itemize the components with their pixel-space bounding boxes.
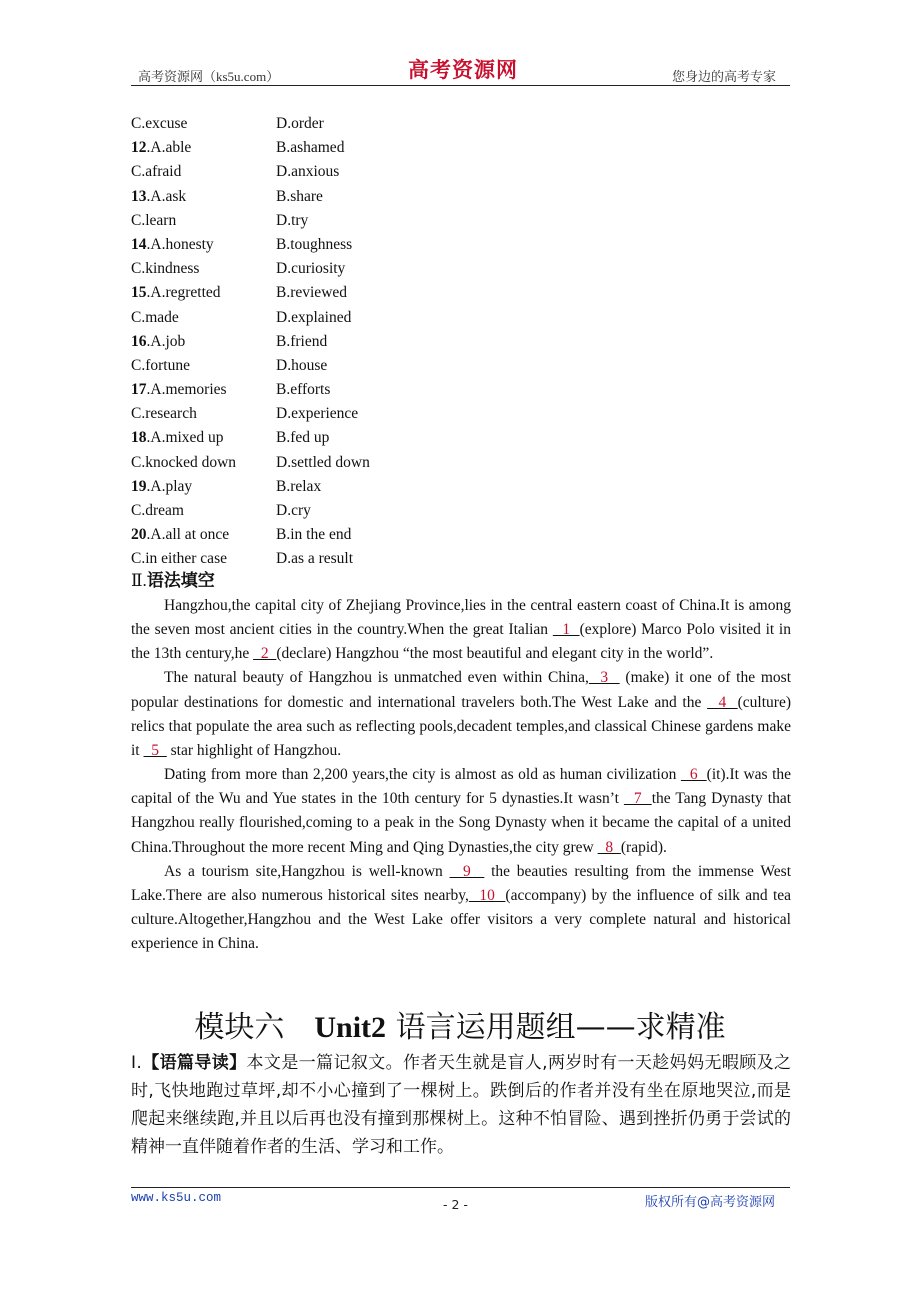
cloze-passage: [131, 594, 791, 956]
unit-title: 模块六 Unit2 语言运用题组——求精准: [194, 1010, 726, 1045]
blank-8: 8: [597, 838, 621, 856]
site-logo: 高考资源网: [408, 58, 518, 82]
header-rule: [131, 85, 790, 86]
footer-copyright: 版权所有@高考资源网: [645, 1195, 776, 1210]
header-right-text: 您身边的高考专家: [672, 70, 777, 85]
blank-5: 5: [143, 741, 167, 759]
paragraph-1: Hangzhou,the capital city of Zhejiang Province,lies in the central eastern coast of China.It is among the seven most ancient cities in the country.When the great Italian 1 (explore) Marco Polo visited it in the 13th century,he 2 (declare) Hangzhou “the most beautiful and elegant city in the world”.: [131, 597, 791, 663]
blank-10: 10: [468, 886, 506, 904]
footer-site-link[interactable]: www.ks5u.com: [131, 1191, 222, 1205]
blank-7: 7: [623, 790, 652, 808]
blank-1: 1: [552, 621, 580, 639]
paragraph-3: Dating from more than 2,200 years,the city is almost as old as human civilization 6 (it).It was the capital of the Wu and Yue states in the 10th century for 5 dynasties.It wasn’t 7 the Tang Dynasty that Hangzhou really flourished,coming to a peak in the Song Dynasty when it became the capital of a united China.Throughout the more recent Ming and Qing Dynasties,the city grew 8 (rapid).: [131, 766, 792, 856]
paragraph-4: As a tourism site,Hangzhou is well-known 9 the beauties resulting from the immense West Lake.There are also numerous historical sites nearby, 10 (accompany) by the influence of silk and tea culture.Altogether,Hangzhou and the West Lake offer visitors a very complete natural and historical experience in China.: [131, 862, 792, 953]
reading-guide: Ⅰ.【语篇导读】本文是一篇记叙文。作者天生就是盲人,两岁时有一天趁妈妈无暇顾及之时,飞快地跑过草坪,却不小心撞到了一棵树上。跌倒后的作者并没有坐在原地哭泣,而是爬起来继续跑,并且以后再也没有撞到那棵树上。这种不怕冒险、遇到挫折仍勇于尝试的精神一直伴随着作者的生活、学习和工作。: [131, 1053, 792, 1157]
blank-4: 4: [707, 693, 738, 711]
paragraph-2: The natural beauty of Hangzhou is unmatched even within China, 3 (make) it one of the most popular destinations for domestic and international travelers both.The West Lake and the 4 (culture) relics that populate the area such as reflecting pools,decadent temples,and classical Chinese gardens make it 5 star highlight of Hangzhou.: [131, 669, 792, 759]
page-number: - 2 -: [443, 1197, 468, 1212]
footer-rule: [131, 1187, 790, 1188]
section-heading: Ⅱ.语法填空: [131, 571, 215, 590]
blank-9: 9: [449, 862, 485, 880]
blank-2: 2: [253, 645, 277, 663]
blank-3: 3: [588, 669, 620, 687]
header-left-text: 高考资源网（ks5u.com）: [138, 69, 280, 84]
blank-6: 6: [680, 766, 707, 784]
